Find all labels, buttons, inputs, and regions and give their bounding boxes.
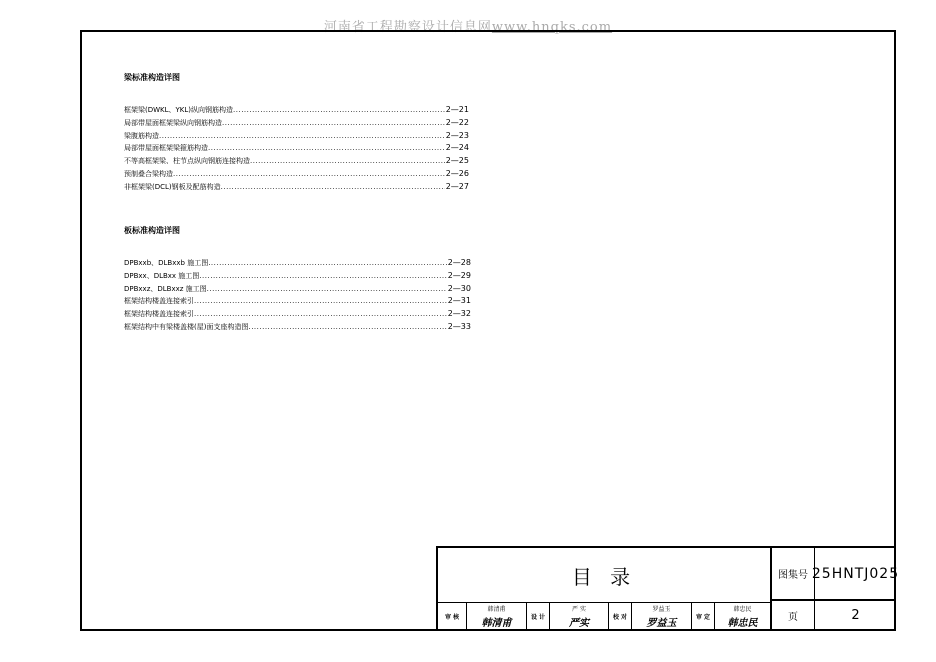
page-label: 页 [788,611,798,623]
atlas-label: 图集号 [778,570,808,581]
toc-entry-title: 框架结构楼盖连接索引 [124,297,194,306]
toc-entry-page: 2—26 [445,168,469,178]
toc-entry-title: DPBxxb、DLBxxb 施工图 [124,259,209,267]
toc-leader [233,104,445,117]
toc-entry-title: DPBxx、DLBxx 施工图 [124,271,200,280]
toc-entry[interactable] [124,257,471,270]
toc-entry-title: 不等高框架梁、柱节点纵向钢筋连接构造 [124,157,250,166]
toc-entry-page: 2—27 [445,181,469,191]
toc-entry[interactable] [124,295,471,308]
watermark-url[interactable]: www.hnqks.com [491,20,613,35]
toc-entry-page: 2—33 [447,321,471,331]
toc-leader [208,257,447,270]
atlas-number: 25HNTJ025 [811,565,900,582]
toc-leader [207,283,447,296]
toc-entry-page: 2—21 [445,105,469,114]
role-label-approve: 审 定 [695,613,711,621]
toc-entry-page: 2—31 [447,296,471,306]
approver-signature: 韩忠民 [727,618,758,629]
toc-entry[interactable] [124,168,469,181]
reviewer-signature: 韩清甫 [481,618,512,629]
toc-list-beams [124,104,469,194]
toc-entry[interactable] [124,142,469,155]
toc-entry-page: 2—28 [447,258,471,267]
toc-entry-title: DPBxxz、DLBxxz 施工图 [124,284,207,293]
toc-leader [199,270,446,283]
toc-entry[interactable] [124,181,469,194]
toc-entry-page: 2—29 [447,270,471,280]
toc-leader [173,168,445,181]
toc-entry-page: 2—30 [447,283,471,293]
approver-name: 韩忠民 [733,605,752,613]
toc-entry[interactable] [124,117,469,130]
title-block [436,546,900,631]
toc-entry[interactable] [124,321,471,334]
toc-entry[interactable] [124,155,469,168]
toc-entry-page: 2—23 [445,130,469,140]
toc-entry[interactable] [124,308,471,321]
toc-leader [221,181,445,194]
reviewer-name: 韩清甫 [487,605,506,613]
toc-entry[interactable] [124,130,469,143]
section-heading-slabs: 板标准构造详图 [124,226,180,235]
toc-entry[interactable] [124,104,469,117]
toc-leader [250,155,445,168]
toc-list-slabs [124,257,471,334]
designer-signature: 严实 [569,618,589,629]
toc-leader [159,130,445,143]
toc-leader [248,321,446,334]
toc-entry-title: 局部带屋面框架梁纵向钢筋构造 [124,118,222,127]
role-label-review: 审 核 [444,613,460,621]
toc-entry[interactable] [124,270,471,283]
designer-name: 严 实 [572,605,586,613]
role-label-design: 设 计 [530,613,546,621]
toc-leader [194,295,447,308]
toc-entry[interactable] [124,283,471,296]
toc-entry-page: 2—25 [445,156,469,166]
toc-entry-page: 2—22 [445,117,469,127]
toc-entry-page: 2—32 [447,309,471,319]
toc-entry-title: 框架结构楼盖连接索引 [124,310,194,319]
toc-entry-title: 预制叠合梁构造 [124,169,173,178]
toc-entry-title: 局部带屋面框架梁箍筋构造 [124,144,208,153]
page-number: 2 [851,607,860,623]
toc-leader [208,142,445,155]
toc-entry-title: 框架结构中有梁楼盖楼(屋)面支座构造图 [124,322,249,331]
toc-leader [222,117,445,130]
drawing-title: 目 录 [571,564,637,589]
checker-name: 罗益玉 [652,605,671,613]
checker-signature: 罗益玉 [646,618,677,629]
toc-entry-title: 非框架梁(DCL)钢板及配筋构造 [124,182,221,191]
section-heading-beams: 梁标准构造详图 [124,73,180,82]
toc-entry-title: 梁腹筋构造 [124,131,159,140]
toc-entry-title: 框架梁(DWKL、YKL)纵向钢筋构造 [124,106,234,114]
role-label-check: 校 对 [612,613,628,621]
watermark-prefix: 河南省工程勘察设计信息网 [323,20,492,35]
toc-leader [194,308,447,321]
toc-entry-page: 2—24 [445,143,469,153]
